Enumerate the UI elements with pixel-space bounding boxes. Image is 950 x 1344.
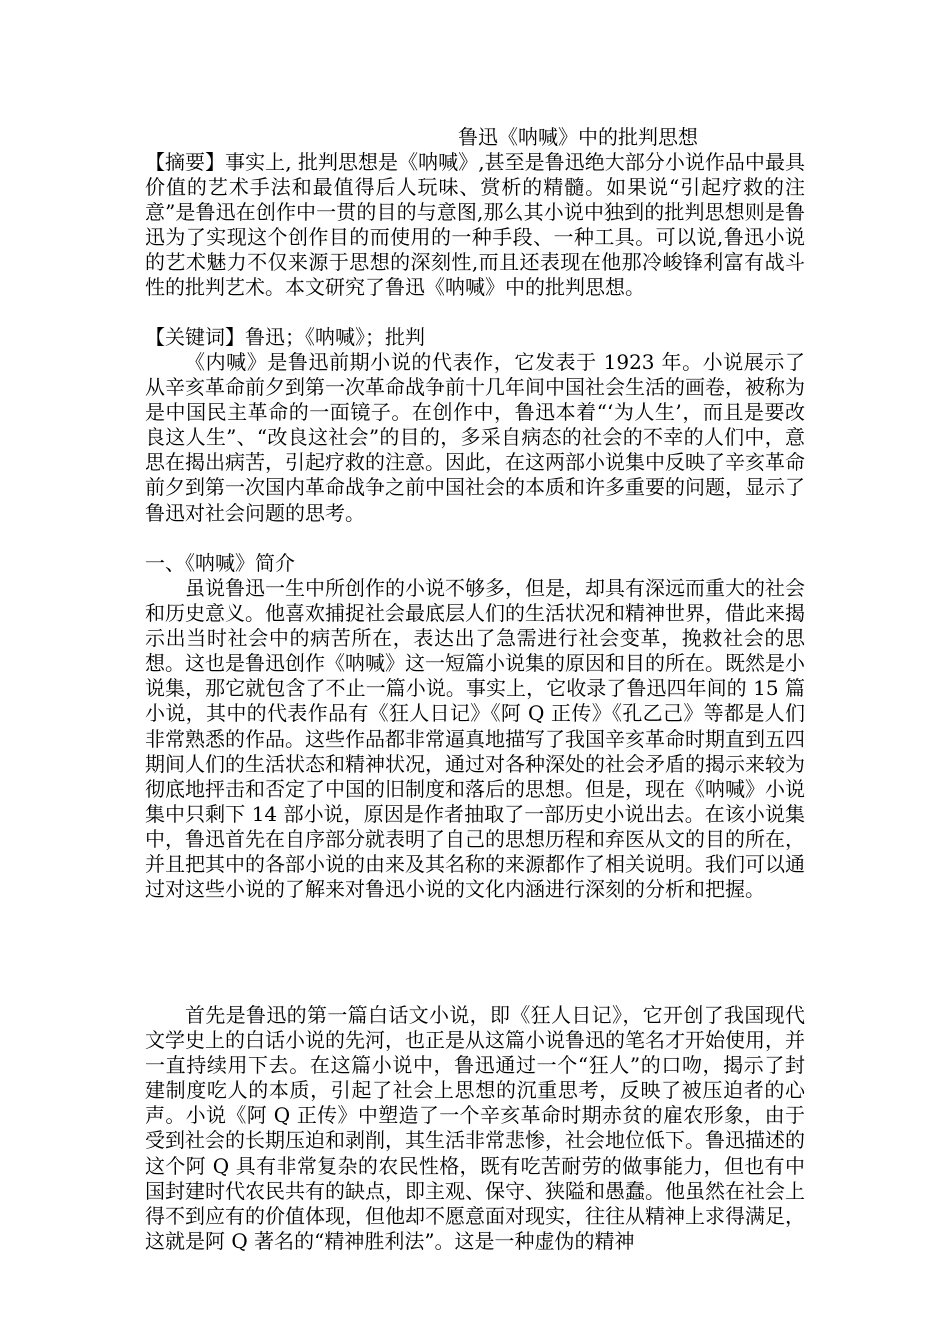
body-paragraph: 首先是鲁迅的第一篇白话文小说，即《狂人日记》，它开创了我国现代文学史上的白话小说的先河，也正是从这篇小说鲁迅的笔名才开始使用，并一直持续用下去。在这篇小说中，鲁迅通过一个“狂人”的口吻，揭示了封建制度吃人的本质，引起了社会上思想的沉重思考，反映了被压迫者的心声。小说《阿 Q 正传》中塑造了一个辛亥革命时期赤贫的雇农形象，由于受到社会的长期压迫和剥削，其生活非常悲惨，社会地位低下。鲁迅描述的这个阿 Q 具有非常复杂的农民性格，既有吃苦耐劳的做事能力，但也有中国封建时代农民共有的缺点，即主观、保守、狭隘和愚蠢。他虽然在社会上得不到应有的价值体现，但他却不愿意面对现实，往往从精神上求得满足，这就是阿 Q 著名的“精神胜利法”。这是一种虚伪的精神: [145, 1003, 805, 1253]
intro-paragraph: 《内喊》是鲁迅前期小说的代表作，它发表于 1923 年。小说展示了从辛亥革命前夕到第一次革命战争前十几年间中国社会生活的画卷，被称为是中国民主革命的一面镜子。在创作中，鲁迅本着“‘为人生’，而且是要改良这人生”、“改良这社会”的目的，多采自病态的社会的不幸的人们中，意思在揭出病苦，引起疗救的注意。因此，在这两部小说集中反映了辛亥革命前夕到第一次国内革命战争之前中国社会的本质和许多重要的问题，显示了鲁迅对社会问题的思考。: [145, 350, 805, 525]
section-heading: 一、《呐喊》简介: [145, 551, 295, 575]
keywords-line: 【关键词】鲁迅；《呐喊》；批判: [145, 325, 425, 349]
body-paragraph: 虽说鲁迅一生中所创作的小说不够多，但是，却具有深远而重大的社会和历史意义。他喜欢捕捉社会最底层人们的生活状况和精神世界，借此来揭示出当时社会中的病苦所在，表达出了急需进行社会变革，挽救社会的思想。这也是鲁迅创作《呐喊》这一短篇小说集的原因和目的所在。既然是小说集，那它就包含了不止一篇小说。事实上，它收录了鲁迅四年间的 15 篇小说，其中的代表作品有《狂人日记》《阿 Q 正传》《孔乙己》等都是人们非常熟悉的作品。这些作品都非常逼真地描写了我国辛亥革命时期直到五四期间人们的生活状态和精神状况，通过对各种深处的社会矛盾的揭示来较为彻底地抨击和否定了中国的旧制度和落后的思想。但是，现在《呐喊》小说集中只剩下 14 部小说，原因是作者抽取了一部历史小说出去。在该小说集中，鲁迅首先在自序部分就表明了自己的思想历程和弃医从文的目的所在，并且把其中的各部小说的由来及其名称的来源都作了相关说明。我们可以通过对这些小说的了解来对鲁迅小说的文化内涵进行深刻的分析和把握。: [145, 576, 805, 902]
abstract-paragraph: 【摘要】事实上, 批判思想是《呐喊》,甚至是鲁迅绝大部分小说作品中最具价值的艺术手法和最值得后人玩味、赏析的精髓。如果说“引起疗救的注意”是鲁迅在创作中一贯的目的与意图,那么其小说中独到的批判思想则是鲁迅为了实现这个创作目的而使用的一种手段、一种工具。可以说,鲁迅小说的艺术魅力不仅来源于思想的深刻性,而且还表现在他那冷峻锋利富有战斗性的批判艺术。本文研究了鲁迅《呐喊》中的批判思想。: [145, 150, 805, 300]
document-title: 鲁迅《呐喊》中的批判思想: [458, 125, 698, 149]
